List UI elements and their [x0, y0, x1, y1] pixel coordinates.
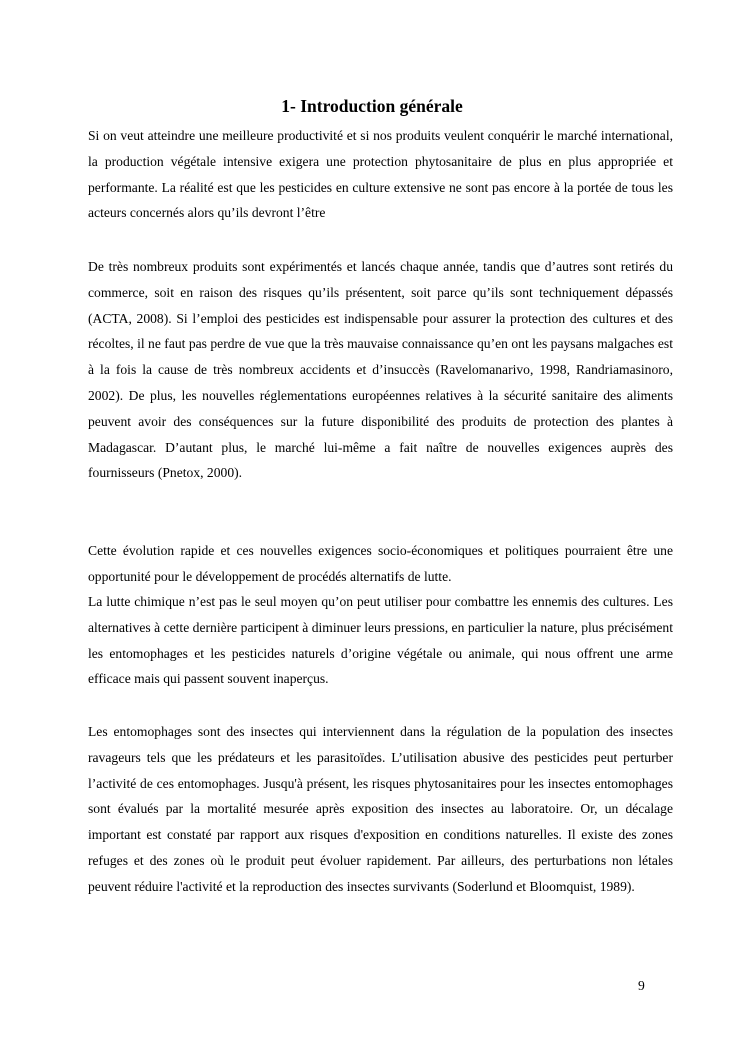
paragraph-products: De très nombreux produits sont expérimentés et lancés chaque année, tandis que d’autres sont retirés du commerce, soit en raison des risques qu’ils présentent, soit parce qu’ils sont techniquement dépassés (ACTA, 2008). Si l’emploi des pesticides est indispensable pour assurer la protection des cultures et des récoltes, il ne faut pas perdre de vue que la très mauvaise connaissance qu’en ont les paysans malgaches est à la fois la cause de très nombreux accidents et d’insuccès (Ravelomanarivo, 1998, Randriamasinoro, 2002). De plus, les nouvelles réglementations européennes relatives à la sécurité sanitaire des aliments peuvent avoir des conséquences sur la future disponibilité des produits de protection des plantes à Madagascar. D’autant plus, le marché lui-même a fait naître de nouvelles exigences auprès des fournisseurs (Pnetox, 2000).	[88, 259, 673, 481]
paragraph-chemical-control: La lutte chimique n’est pas le seul moyen qu’on peut utiliser pour combattre les ennemis des cultures. Les alternatives à cette dernière participent à diminuer leurs pressions, en particulier la nature, plus précisément les entomophages et les pesticides naturels d’origine végétale ou animale, qui nous offrent une arme efficace mais qui passent souvent inaperçus.	[88, 594, 673, 687]
paragraph-evolution: Cette évolution rapide et ces nouvelles exigences socio-économiques et politiques pourraient être une opportunité pour le développement de procédés alternatifs de lutte.	[88, 543, 673, 584]
page-number: 9	[638, 978, 645, 993]
section-title: 1- Introduction générale	[281, 96, 463, 116]
paragraph-productivity: Si on veut atteindre une meilleure productivité et si nos produits veulent conquérir le marché international, la production végétale intensive exigera une protection phytosanitaire de plus en plus appropriée et performante. La réalité est que les pesticides en culture extensive ne sont pas encore à la portée de tous les acteurs concernés alors qu’ils devront l’être	[88, 128, 673, 221]
paragraph-entomophages: Les entomophages sont des insectes qui interviennent dans la régulation de la population des insectes ravageurs tels que les prédateurs et les parasitoïdes. L’utilisation abusive des pesticides peut perturber l’activité de ces entomophages. Jusqu'à présent, les risques phytosanitaires pour les insectes entomophages sont évalués par la mortalité mesurée après exposition des insectes au laboratoire. Or, un décalage important est constaté par rapport aux risques d'exposition en conditions naturelles. Il existe des zones refuges et des zones où le produit peut évoluer rapidement. Par ailleurs, des perturbations non létales peuvent réduire l'activité et la reproduction des insectes survivants (Soderlund et Bloomquist, 1989).	[88, 724, 673, 894]
